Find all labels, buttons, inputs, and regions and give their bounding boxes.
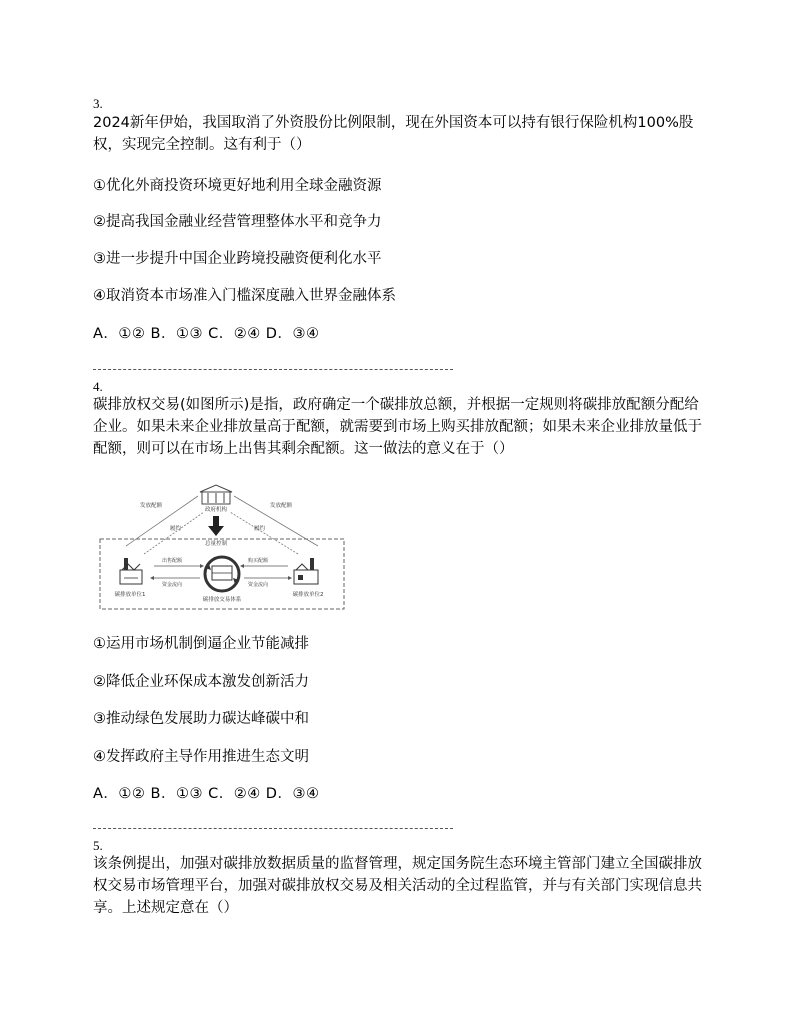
issue-quota-right-label: 发放配额 xyxy=(270,503,293,509)
question-5-number: 5. xyxy=(93,838,103,853)
government-building-icon xyxy=(200,485,232,504)
question-3-option-4: ④取消资本市场准入门槛深度融入世界金融体系 xyxy=(93,288,396,304)
factory-2-icon xyxy=(294,558,318,584)
unit-2-label: 碳排放单位2 xyxy=(292,592,324,598)
total-control-label: 总量控制 xyxy=(204,541,228,547)
question-3-number: 3. xyxy=(93,96,103,111)
factory-1-icon xyxy=(120,558,142,584)
gov-label: 政府机构 xyxy=(204,507,228,513)
question-4-answer-choices: A．①② B．①③ C．②④ D．③④ xyxy=(93,786,320,802)
buy-quota-label: 购买配额 xyxy=(248,558,269,564)
carbon-trading-diagram xyxy=(98,484,346,612)
unit-1-label: 碳排放单位1 xyxy=(114,592,146,598)
cash-flow-left-label: 资金流向 xyxy=(162,582,183,588)
cash-flow-right-label: 资金流向 xyxy=(248,582,269,588)
question-3-stem: 2024新年伊始，我国取消了外资股份比例限制，现在外国资本可以持有银行保险机构100%股权，实现完全控制。这有利于（） xyxy=(93,115,694,153)
question-4-option-1: ①运用市场机制倒逼企业节能减排 xyxy=(93,636,309,652)
question-3-option-2: ②提高我国金融业经营管理整体水平和竞争力 xyxy=(93,214,382,230)
sell-quota-label: 出售配额 xyxy=(162,558,183,564)
question-4-option-4: ④发挥政府主导作用推进生态文明 xyxy=(93,749,309,765)
question-4-option-2: ②降低企业环保成本激发创新活力 xyxy=(93,674,309,690)
total-control-arrow-head xyxy=(208,526,224,536)
total-control-arrow-shaft xyxy=(213,516,219,526)
question-3-option-1: ①优化外商投资环境更好地利用全球金融资源 xyxy=(93,178,382,194)
question-3-option-3: ③进一步提升中国企业跨境投融资便利化水平 xyxy=(93,251,382,267)
issue-quota-left-label: 发放配额 xyxy=(140,503,163,509)
comply-arrow-left xyxy=(144,512,204,554)
question-separator xyxy=(93,828,453,829)
question-4-number: 4. xyxy=(93,379,103,394)
question-4-stem: 碳排放权交易(如图所示)是指，政府确定一个碳排放总额，并根据一定规则将碳排放配额分配给企业。如果未来企业排放量高于配额，就需要到市场上购买排放配额；如果未来企业排放量低于配额，则可以在市场上出售其剩余配额。这一做法的意义在于（） xyxy=(93,397,702,457)
question-4-option-3: ③推动绿色发展助力碳达峰碳中和 xyxy=(93,711,309,727)
question-3-answer-choices: A．①② B．①③ C．②④ D．③④ xyxy=(93,326,320,342)
trading-system-label: 碳排放交易体系 xyxy=(202,597,242,603)
trading-cycle-icon xyxy=(205,557,239,591)
question-5-stem: 该条例提出，加强对碳排放数据质量的监督管理，规定国务院生态环境主管部门建立全国碳排放权交易市场管理平台，加强对碳排放权交易及相关活动的全过程监管，并与有关部门实现信息共享。上述规定意在（） xyxy=(93,856,702,916)
comply-right-label: 履约 xyxy=(254,526,266,532)
question-separator xyxy=(93,369,453,370)
comply-arrow-right xyxy=(230,512,298,554)
comply-left-label: 履约 xyxy=(170,526,182,532)
